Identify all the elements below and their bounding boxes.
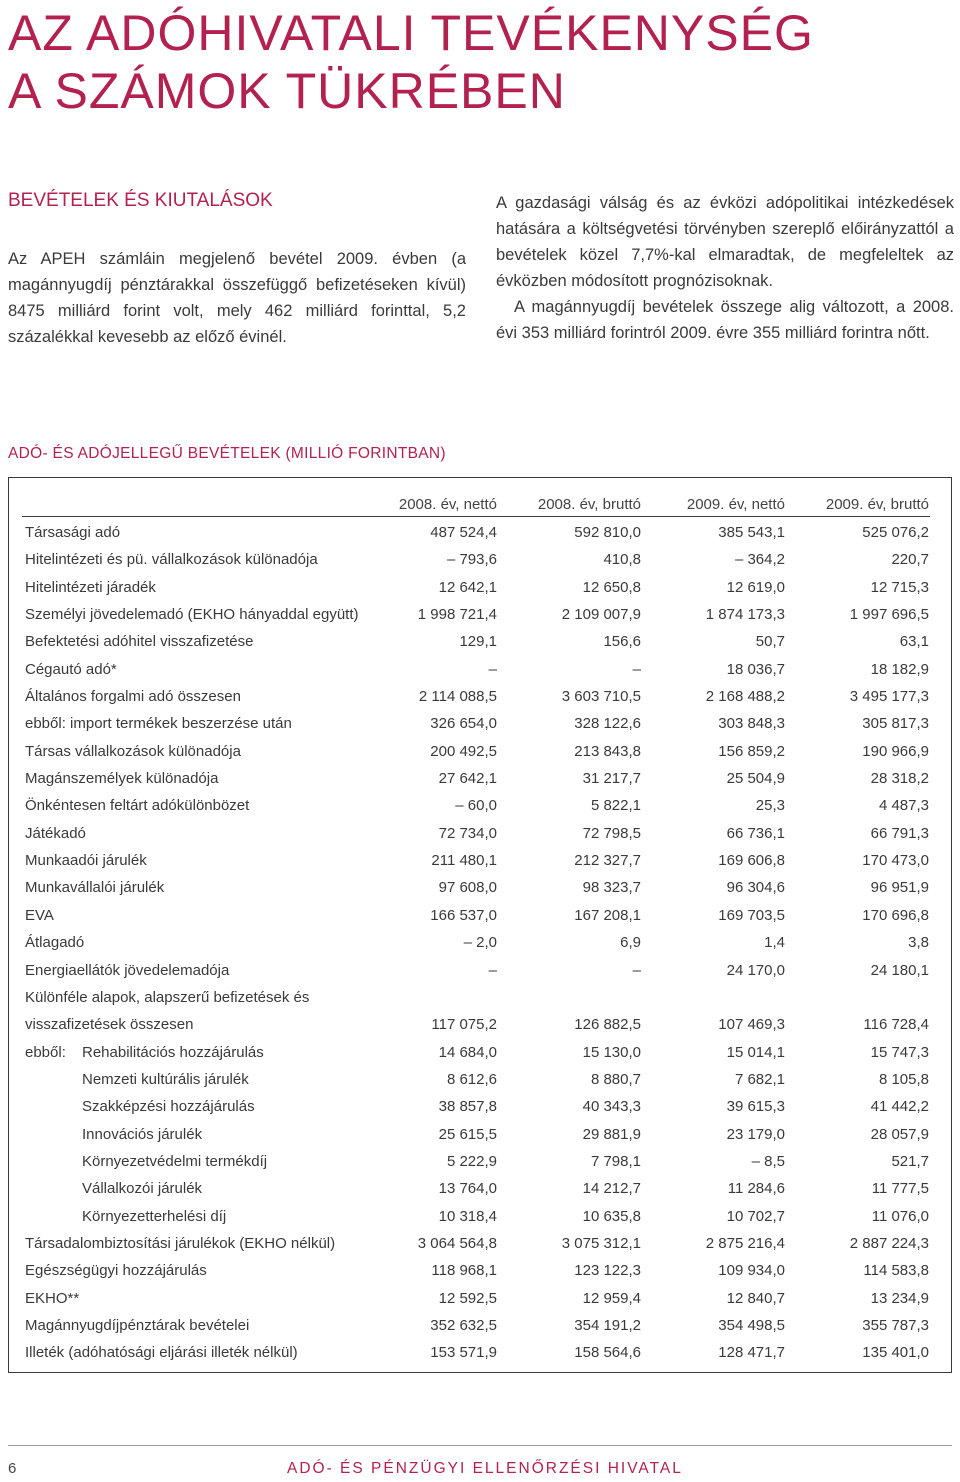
table-row bbox=[0, 656, 960, 683]
page-title-line-1: AZ ADÓHIVATALI TEVÉKENYSÉG bbox=[8, 5, 814, 61]
header-divider bbox=[22, 516, 930, 517]
cell-value: 63,1 bbox=[899, 633, 929, 651]
cell-value: 7 682,1 bbox=[734, 1070, 785, 1088]
row-label: Vállalkozói járulék bbox=[82, 1180, 203, 1198]
row-label: EKHO** bbox=[25, 1289, 80, 1307]
cell-value: 7 798,1 bbox=[590, 1152, 641, 1170]
cell-value: 13 764,0 bbox=[438, 1180, 497, 1198]
cell-value: 116 728,4 bbox=[863, 1016, 929, 1034]
table-row bbox=[0, 820, 960, 847]
row-label: Nemzeti kultúrális járulék bbox=[82, 1070, 249, 1088]
cell-value: 39 615,3 bbox=[726, 1098, 785, 1116]
cell-value: – bbox=[632, 961, 641, 979]
cell-value: 114 583,8 bbox=[863, 1262, 929, 1280]
cell-value: 23 179,0 bbox=[726, 1125, 785, 1143]
row-label: ebből: import termékek beszerzése után bbox=[25, 715, 292, 733]
cell-value: 592 810,0 bbox=[574, 524, 641, 541]
cell-value: – 793,6 bbox=[446, 551, 497, 569]
right-paragraph-2: A magánnyugdíj bevételek összege alig változott, a 2008. évi 353 milliárd forintról 2009. évre 355 milliárd forintra nőtt. bbox=[496, 298, 954, 342]
table-row bbox=[0, 1285, 960, 1312]
cell-value: 12 619,0 bbox=[726, 578, 785, 596]
table-row bbox=[0, 1066, 960, 1093]
table-row bbox=[0, 1039, 960, 1066]
cell-value: 1 874 173,3 bbox=[705, 606, 785, 624]
table-body bbox=[0, 519, 960, 1367]
row-label: Cégautó adó* bbox=[25, 660, 117, 678]
cell-value: 25 615,5 bbox=[438, 1125, 497, 1143]
cell-value: 12 715,3 bbox=[870, 578, 929, 596]
table-row bbox=[0, 792, 960, 819]
cell-value: 3 495 177,3 bbox=[849, 688, 929, 706]
cell-value: 12 642,1 bbox=[438, 578, 497, 596]
cell-value: 6,9 bbox=[620, 934, 641, 952]
cell-value: 303 848,3 bbox=[718, 715, 785, 733]
cell-value: 3 064 564,8 bbox=[417, 1234, 497, 1252]
cell-value: 525 076,2 bbox=[862, 524, 929, 541]
cell-value: 167 208,1 bbox=[574, 906, 641, 924]
page-title bbox=[8, 4, 814, 120]
cell-value: 2 887 224,3 bbox=[849, 1234, 929, 1252]
cell-value: 96 304,6 bbox=[726, 879, 785, 897]
cell-value: 107 469,3 bbox=[718, 1016, 785, 1034]
cell-value: 38 857,8 bbox=[438, 1098, 497, 1116]
cell-value: 25,3 bbox=[755, 797, 785, 815]
cell-value: 355 787,3 bbox=[862, 1316, 929, 1334]
row-label: Környezetterhelési díj bbox=[82, 1207, 227, 1225]
row-label: Munkaadói járulék bbox=[25, 852, 147, 870]
cell-value: 41 442,2 bbox=[870, 1098, 929, 1116]
cell-value: 31 217,7 bbox=[582, 770, 641, 788]
section-title: BEVÉTELEK ÉS KIUTALÁSOK bbox=[8, 190, 273, 211]
cell-value: 27 642,1 bbox=[438, 770, 497, 788]
row-label: Hitelintézeti és pü. vállalkozások különadója bbox=[25, 551, 318, 569]
cell-value: 153 571,9 bbox=[430, 1344, 497, 1362]
cell-value: 118 968,1 bbox=[431, 1262, 497, 1280]
cell-value: 28 057,9 bbox=[870, 1125, 929, 1143]
cell-value: 385 543,1 bbox=[718, 524, 785, 541]
intro-paragraph-left bbox=[8, 246, 466, 350]
cell-value: – bbox=[488, 961, 497, 979]
table-row bbox=[0, 1312, 960, 1339]
table-row bbox=[0, 710, 960, 737]
cell-value: 3 075 312,1 bbox=[561, 1234, 641, 1252]
table-row bbox=[0, 1257, 960, 1284]
cell-value: 13 234,9 bbox=[870, 1289, 929, 1307]
cell-value: 211 480,1 bbox=[431, 852, 497, 870]
cell-value: 117 075,2 bbox=[431, 1016, 497, 1034]
cell-value: – 8,5 bbox=[751, 1152, 785, 1170]
cell-value: – bbox=[488, 660, 497, 678]
cell-value: 521,7 bbox=[891, 1152, 929, 1170]
cell-value: – bbox=[632, 660, 641, 678]
cell-value: 72 798,5 bbox=[582, 824, 641, 842]
table-row bbox=[0, 1230, 960, 1257]
footer-divider bbox=[8, 1445, 952, 1446]
row-label: visszafizetések összesen bbox=[25, 1016, 194, 1034]
table-row bbox=[0, 519, 960, 546]
cell-value: 5 222,9 bbox=[446, 1152, 497, 1170]
cell-value: 5 822,1 bbox=[590, 797, 641, 815]
cell-value: 18 036,7 bbox=[726, 660, 785, 678]
row-label: Önkéntesen feltárt adókülönbözet bbox=[25, 797, 250, 815]
cell-value: 169 606,8 bbox=[718, 852, 785, 870]
table-row bbox=[0, 1011, 960, 1038]
row-label: Magánszemélyek különadója bbox=[25, 770, 219, 788]
cell-value: 3,8 bbox=[908, 934, 929, 952]
cell-value: 220,7 bbox=[891, 551, 929, 569]
cell-value: 169 703,5 bbox=[718, 906, 785, 924]
row-label: Rehabilitációs hozzájárulás bbox=[82, 1043, 264, 1061]
row-label: Környezetvédelmi termékdíj bbox=[82, 1152, 268, 1170]
cell-value: 170 473,0 bbox=[862, 852, 929, 870]
table-row bbox=[0, 738, 960, 765]
cell-value: 2 109 007,9 bbox=[561, 606, 641, 624]
row-label: Általános forgalmi adó összesen bbox=[25, 688, 241, 706]
cell-value: 12 840,7 bbox=[726, 1289, 785, 1307]
cell-value: 487 524,4 bbox=[430, 524, 497, 541]
cell-value: 8 612,6 bbox=[446, 1070, 497, 1088]
table-row bbox=[0, 1148, 960, 1175]
cell-value: 15 130,0 bbox=[582, 1043, 641, 1061]
cell-value: 410,8 bbox=[603, 551, 641, 569]
cell-value: 24 170,0 bbox=[726, 961, 785, 979]
cell-value: 12 650,8 bbox=[582, 578, 641, 596]
cell-value: 12 592,5 bbox=[438, 1289, 497, 1307]
cell-value: 18 182,9 bbox=[870, 660, 929, 678]
cell-value: 158 564,6 bbox=[574, 1344, 641, 1362]
cell-value: 15 014,1 bbox=[726, 1043, 785, 1061]
table-row bbox=[0, 765, 960, 792]
row-label: Hitelintézeti járadék bbox=[25, 578, 156, 596]
row-label: Társadalombiztosítási járulékok (EKHO nélkül) bbox=[25, 1234, 336, 1252]
table-row bbox=[0, 902, 960, 929]
cell-value: 11 076,0 bbox=[871, 1207, 929, 1225]
page-title-line-2: A SZÁMOK TÜKRÉBEN bbox=[8, 63, 566, 119]
right-paragraph-1: A gazdasági válság és az évközi adópolitikai intézkedések hatására a költségvetési törvényben szereplő előirányzattól a bevételek közel 7,7%-kal elmaradtak, de megfeleltek az évközben módosított prognózisoknak. bbox=[496, 194, 954, 290]
table-row bbox=[0, 546, 960, 573]
cell-value: 1,4 bbox=[764, 934, 785, 952]
table-row bbox=[0, 929, 960, 956]
cell-value: 8 880,7 bbox=[590, 1070, 641, 1088]
row-label: Munkavállalói járulék bbox=[25, 879, 165, 897]
cell-value: 354 191,2 bbox=[574, 1316, 641, 1334]
cell-value: 28 318,2 bbox=[870, 770, 929, 788]
table-row bbox=[0, 601, 960, 628]
row-label: Innovációs járulék bbox=[82, 1125, 203, 1143]
cell-value: 8 105,8 bbox=[878, 1070, 929, 1088]
row-label: Szakképzési hozzájárulás bbox=[82, 1098, 255, 1116]
cell-value: 66 791,3 bbox=[870, 824, 929, 842]
row-label: Különféle alapok, alapszerű befizetések és bbox=[25, 988, 310, 1006]
table-row bbox=[0, 984, 960, 1011]
cell-value: 129,1 bbox=[459, 633, 497, 651]
cell-value: 212 327,7 bbox=[574, 852, 641, 870]
cell-value: 135 401,0 bbox=[862, 1344, 929, 1362]
cell-value: 1 997 696,5 bbox=[849, 606, 929, 624]
cell-value: 156,6 bbox=[603, 633, 641, 651]
table-row bbox=[0, 574, 960, 601]
cell-value: 328 122,6 bbox=[574, 715, 641, 733]
cell-value: 213 843,8 bbox=[574, 742, 641, 760]
row-label: Befektetési adóhitel visszafizetése bbox=[25, 633, 254, 651]
table-row bbox=[0, 1203, 960, 1230]
cell-value: 11 777,5 bbox=[871, 1180, 929, 1198]
row-label: Magánnyugdíjpénztárak bevételei bbox=[25, 1316, 250, 1334]
cell-value: 24 180,1 bbox=[870, 961, 929, 979]
cell-value: 40 343,3 bbox=[582, 1098, 641, 1116]
row-prefix: ebből: bbox=[25, 1043, 66, 1061]
cell-value: 15 747,3 bbox=[870, 1043, 929, 1061]
cell-value: 66 736,1 bbox=[726, 824, 785, 842]
cell-value: 123 122,3 bbox=[574, 1262, 641, 1280]
table-title: ADÓ- ÉS ADÓJELLEGŰ BEVÉTELEK (MILLIÓ FORINTBAN) bbox=[8, 445, 446, 462]
cell-value: 109 934,0 bbox=[718, 1262, 785, 1280]
table-row bbox=[0, 628, 960, 655]
cell-value: 72 734,0 bbox=[438, 824, 497, 842]
cell-value: – 364,2 bbox=[734, 551, 785, 569]
table-row bbox=[0, 874, 960, 901]
table-row bbox=[0, 957, 960, 984]
cell-value: 2 168 488,2 bbox=[705, 688, 785, 706]
cell-value: 326 654,0 bbox=[430, 715, 497, 733]
cell-value: 29 881,9 bbox=[582, 1125, 641, 1143]
cell-value: 98 323,7 bbox=[582, 879, 641, 897]
table-row bbox=[0, 847, 960, 874]
table-row bbox=[0, 1175, 960, 1202]
cell-value: 190 966,9 bbox=[862, 742, 929, 760]
cell-value: 10 318,4 bbox=[438, 1207, 497, 1225]
table-row bbox=[0, 1121, 960, 1148]
column-header-2009-gross: 2009. év, bruttó bbox=[825, 496, 929, 513]
left-paragraph: Az APEH számláin megjelenő bevétel 2009. évben (a magánnyugdíj pénztárakkal összefüggő befizetéseken kívül) 8475 milliárd forint volt, mely 462 milliárd forinttal, 5,2 százalékkal kevesebb az előző évinél. bbox=[8, 250, 466, 346]
column-header-2008-gross: 2008. év, bruttó bbox=[537, 496, 641, 513]
row-label: Társasági adó bbox=[25, 524, 121, 541]
row-label: Egészségügyi hozzájárulás bbox=[25, 1262, 207, 1280]
row-label: EVA bbox=[25, 906, 54, 924]
cell-value: 97 608,0 bbox=[438, 879, 497, 897]
table-row bbox=[0, 683, 960, 710]
column-header-2008-net: 2008. év, nettó bbox=[398, 496, 497, 513]
cell-value: 128 471,7 bbox=[718, 1344, 785, 1362]
cell-value: 2 114 088,5 bbox=[418, 688, 497, 706]
table-row bbox=[0, 1093, 960, 1120]
cell-value: 156 859,2 bbox=[718, 742, 785, 760]
row-label: Illeték (adóhatósági eljárási illeték nélkül) bbox=[25, 1344, 298, 1362]
page-number: 6 bbox=[8, 1460, 17, 1477]
cell-value: 14 212,7 bbox=[582, 1180, 641, 1198]
cell-value: 10 635,8 bbox=[582, 1207, 641, 1225]
cell-value: 11 284,6 bbox=[727, 1180, 785, 1198]
column-header-2009-net: 2009. év, nettó bbox=[686, 496, 785, 513]
cell-value: 352 632,5 bbox=[430, 1316, 497, 1334]
cell-value: 1 998 721,4 bbox=[417, 606, 497, 624]
cell-value: 354 498,5 bbox=[718, 1316, 785, 1334]
cell-value: 166 537,0 bbox=[430, 906, 497, 924]
cell-value: 3 603 710,5 bbox=[561, 688, 641, 706]
row-label: Átlagadó bbox=[25, 934, 85, 952]
table-row bbox=[0, 1339, 960, 1366]
intro-paragraph-right bbox=[496, 190, 954, 346]
cell-value: 2 875 216,4 bbox=[705, 1234, 785, 1252]
cell-value: 170 696,8 bbox=[862, 906, 929, 924]
cell-value: 50,7 bbox=[755, 633, 785, 651]
cell-value: – 2,0 bbox=[463, 934, 497, 952]
row-label: Társas vállalkozások különadója bbox=[25, 742, 241, 760]
cell-value: 4 487,3 bbox=[878, 797, 929, 815]
row-label: Játékadó bbox=[25, 824, 86, 842]
cell-value: 305 817,3 bbox=[862, 715, 929, 733]
cell-value: 96 951,9 bbox=[870, 879, 929, 897]
publisher-name: ADÓ- ÉS PÉNZÜGYI ELLENŐRZÉSI HIVATAL bbox=[287, 1460, 683, 1477]
cell-value: 25 504,9 bbox=[726, 770, 785, 788]
cell-value: 12 959,4 bbox=[582, 1289, 641, 1307]
cell-value: 200 492,5 bbox=[430, 742, 497, 760]
cell-value: 126 882,5 bbox=[574, 1016, 641, 1034]
cell-value: 10 702,7 bbox=[726, 1207, 785, 1225]
row-label: Személyi jövedelemadó (EKHO hányaddal együtt) bbox=[25, 606, 359, 624]
cell-value: 14 684,0 bbox=[438, 1043, 497, 1061]
cell-value: – 60,0 bbox=[455, 797, 497, 815]
row-label: Energiaellátók jövedelemadója bbox=[25, 961, 230, 979]
